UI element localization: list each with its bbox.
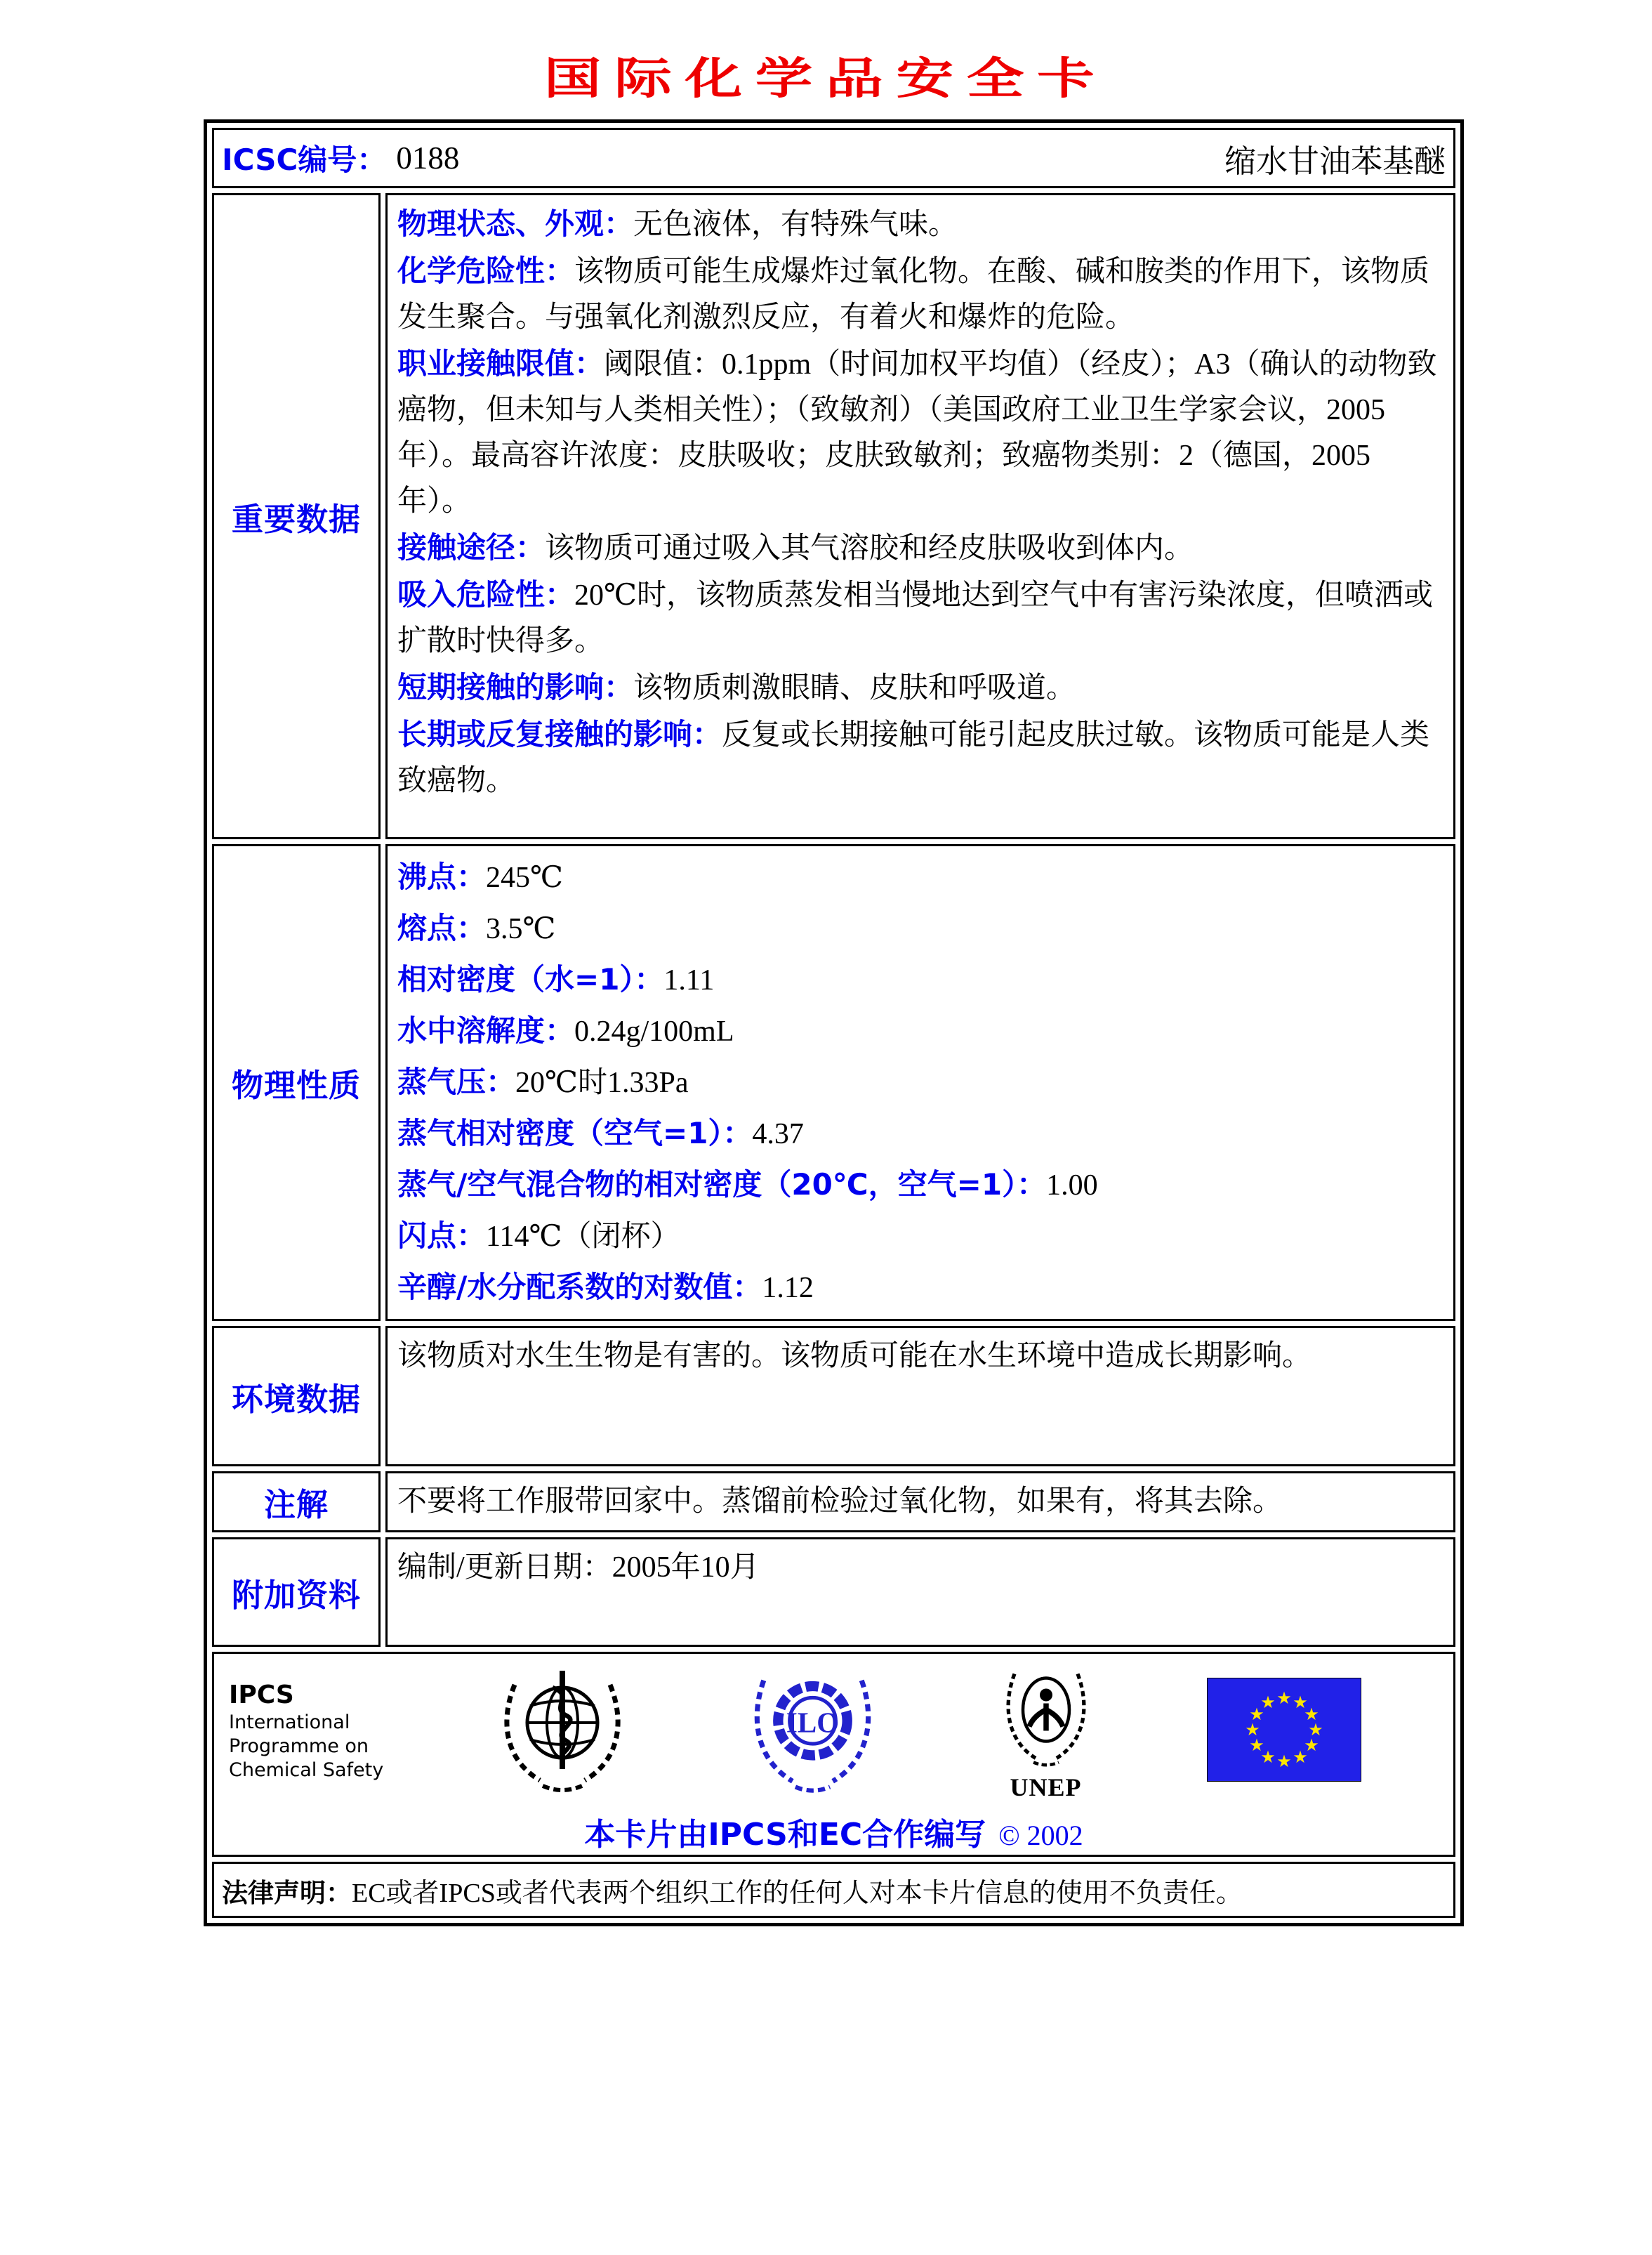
section-label-additional-info: 附加资料 <box>212 1537 381 1647</box>
important-data-item <box>397 525 1443 572</box>
field-value: 20℃时1.33Pa <box>515 1067 689 1099</box>
legal-row <box>212 1862 1455 1918</box>
field-value: 4.37 <box>752 1118 804 1150</box>
unep-logo-block <box>993 1661 1099 1802</box>
header-row <box>212 128 1455 188</box>
svg-text:★: ★ <box>1304 1735 1319 1755</box>
svg-text:★: ★ <box>1293 1747 1308 1767</box>
field-text: 该物质刺激眼睛、皮肤和呼吸道。 <box>633 672 1076 704</box>
notes-text: 不要将工作服带回家中。蒸馏前检验过氧化物，如果有，将其去除。 <box>397 1485 1283 1518</box>
field-label: 水中溶解度： <box>397 1013 575 1048</box>
section-label-environmental-data: 环境数据 <box>212 1326 381 1466</box>
icsc-number-group <box>222 137 459 179</box>
svg-text:★: ★ <box>1308 1719 1323 1740</box>
field-label: 相对密度（水=1）： <box>397 962 664 997</box>
unep-label: UNEP <box>1010 1773 1082 1801</box>
physical-property-item <box>397 1211 1443 1262</box>
physical-property-item <box>397 1057 1443 1108</box>
ilo-logo-icon <box>741 1657 885 1805</box>
section-content-physical-properties <box>385 844 1455 1321</box>
important-data-item <box>397 201 1443 248</box>
svg-text:★: ★ <box>1249 1735 1264 1755</box>
field-label: 接触途径： <box>397 530 546 565</box>
section-label-physical-properties: 物理性质 <box>212 844 381 1321</box>
section-content-additional-info <box>385 1537 1455 1647</box>
icsc-table <box>207 123 1460 1923</box>
svg-text:★: ★ <box>1276 1751 1292 1771</box>
ipcs-line3: Chemical Safety <box>229 1759 384 1781</box>
svg-text:★: ★ <box>1260 1692 1276 1712</box>
section-content-environmental-data <box>385 1326 1455 1466</box>
physical-property-item <box>397 1159 1443 1211</box>
field-label: 职业接触限值： <box>397 346 604 381</box>
caption-text: 本卡片由IPCS和EC合作编写 <box>584 1817 986 1853</box>
ipcs-text-block <box>229 1680 383 1782</box>
footer-caption <box>215 1809 1453 1854</box>
chemical-name: 缩水甘油苯基醚 <box>1224 143 1446 179</box>
icsc-number-label: ICSC编号： <box>222 143 387 177</box>
important-data-item <box>397 711 1443 804</box>
eu-flag-icon <box>1207 1678 1361 1785</box>
field-label: 吸入危险性： <box>397 577 575 612</box>
field-text: 阈限值：0.1ppm（时间加权平均值）（经皮）；A3（确认的动物致癌物，但未知与人类相关性）；（致敏剂）（美国政府工业卫生学家会议，2005年）。最高容许浓度：皮肤吸收；皮肤致敏剂；致癌物类别：2（德国，2005年）。 <box>397 348 1437 518</box>
who-logo-icon <box>492 1659 633 1803</box>
page-title: 国际化学品安全卡 <box>544 53 1108 104</box>
icsc-number-value: 0188 <box>396 140 460 176</box>
svg-text:★: ★ <box>1276 1688 1292 1708</box>
field-label: 闪点： <box>397 1218 487 1253</box>
field-value: 1.12 <box>762 1272 814 1304</box>
field-value: 1.00 <box>1046 1169 1098 1202</box>
field-label: 化学危险性： <box>397 254 575 288</box>
physical-property-item <box>397 903 1443 954</box>
field-value: 1.11 <box>663 964 715 997</box>
field-value: 0.24g/100mL <box>574 1015 734 1048</box>
footer-logos-row <box>212 1652 1455 1857</box>
physical-property-item <box>397 1108 1443 1159</box>
field-text: 20℃时，该物质蒸发相当慢地达到空气中有害污染浓度，但喷洒或扩散时快得多。 <box>397 579 1434 657</box>
field-text: 该物质可通过吸入其气溶胶和经皮肤吸收到体内。 <box>545 532 1194 565</box>
field-text: 该物质可能生成爆炸过氧化物。在酸、碱和胺类的作用下，该物质发生聚合。与强氧化剂激烈反应，有着火和爆炸的危险。 <box>397 256 1430 334</box>
legal-text: EC或者IPCS或者代表两个组织工作的任何人对本卡片信息的使用不负责任。 <box>352 1878 1243 1908</box>
field-value: 245℃ <box>486 862 563 894</box>
field-label: 蒸气/空气混合物的相对密度（20℃，空气=1）： <box>397 1167 1047 1202</box>
additional-info-text: 编制/更新日期：2005年10月 <box>397 1551 760 1584</box>
legal-label: 法律声明： <box>222 1877 352 1908</box>
field-text: 反复或长期接触可能引起皮肤过敏。该物质可能是人类致癌物。 <box>397 719 1430 797</box>
important-data-item <box>397 664 1443 711</box>
field-label: 熔点： <box>397 911 487 945</box>
svg-text:★: ★ <box>1260 1747 1276 1767</box>
field-label: 长期或反复接触的影响： <box>397 717 722 751</box>
svg-text:★: ★ <box>1245 1719 1260 1740</box>
svg-text:ILO: ILO <box>786 1706 840 1739</box>
important-data-item <box>397 572 1443 664</box>
physical-property-item <box>397 1262 1443 1313</box>
important-data-item <box>397 248 1443 341</box>
section-label-notes: 注解 <box>212 1471 381 1532</box>
svg-text:★: ★ <box>1293 1692 1308 1712</box>
svg-text:★: ★ <box>1249 1704 1264 1724</box>
field-text: 无色液体，有特殊气味。 <box>633 209 958 241</box>
page-title-row <box>0 44 1652 106</box>
ipcs-line2: Programme on <box>229 1735 369 1757</box>
caption-copyright: © 2002 <box>998 1820 1083 1851</box>
field-label: 短期接触的影响： <box>397 670 634 704</box>
physical-property-item <box>397 852 1443 903</box>
physical-property-item <box>397 954 1443 1006</box>
field-label: 物理状态、外观： <box>397 206 634 241</box>
field-label: 辛醇/水分配系数的对数值： <box>397 1270 762 1304</box>
svg-text:★: ★ <box>1304 1704 1319 1724</box>
important-data-item <box>397 341 1443 525</box>
field-label: 沸点： <box>397 860 487 894</box>
field-label: 蒸气相对密度（空气=1）： <box>397 1116 753 1150</box>
ipcs-line1: International <box>229 1711 350 1733</box>
icsc-card <box>204 119 1464 1926</box>
field-value: 114℃（闭杯） <box>486 1221 680 1253</box>
section-content-notes <box>385 1471 1455 1532</box>
field-value: 3.5℃ <box>486 913 556 945</box>
environmental-data-text: 该物质对水生生物是有害的。该物质可能在水生环境中造成长期影响。 <box>397 1340 1312 1372</box>
field-label: 蒸气压： <box>397 1065 516 1099</box>
section-content-important-data <box>385 193 1455 839</box>
physical-property-item <box>397 1006 1443 1057</box>
ipcs-acronym: IPCS <box>229 1681 294 1709</box>
section-label-important-data: 重要数据 <box>212 193 381 839</box>
